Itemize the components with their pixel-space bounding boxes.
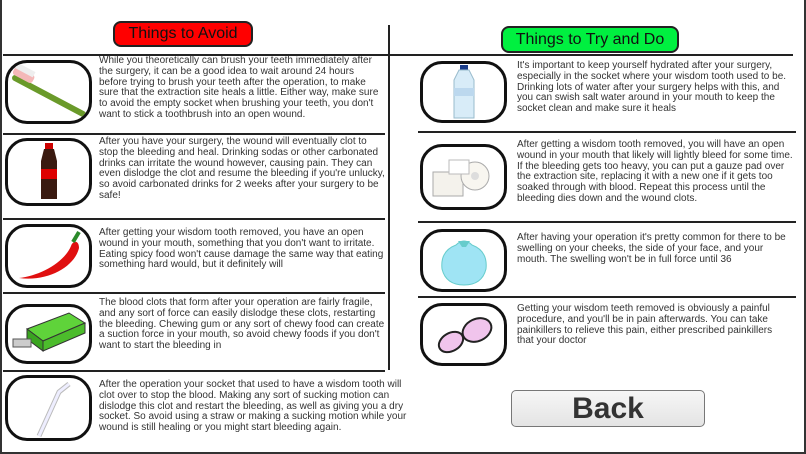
- water-bottle-icon: [420, 61, 507, 123]
- chili-pepper-icon: [5, 224, 92, 288]
- gauze-icon: [420, 144, 507, 210]
- pills-icon: [420, 303, 507, 366]
- avoid-item-text: After you have your surgery, the wound will eventually clot to stop the bleeding and heal. Drinking sodas or other carbonated drinks can irritate the wound however, causing pain. They can even dislodge the clot and resume the bleeding if you're unlucky, so avoid carbonated drinks for 2 weeks after your surgery to be safe!: [99, 136, 385, 201]
- row-divider: [418, 221, 796, 223]
- try-item-text: After getting a wisdom tooth removed, you will have an open wound in your mouth that likely will lightly bleed for some time. If the bleeding gets too heavy, you can put a gauze pad over the extraction site, replacing it with a new one if it gets too soaked through with blood. Repeat this process until the bleeding dies down and the wound clots.: [517, 139, 793, 204]
- soda-bottle-icon: [5, 138, 92, 206]
- row-divider: [3, 218, 385, 220]
- row-divider: [418, 296, 796, 298]
- row-divider: [418, 131, 796, 133]
- ice-pack-icon: [420, 229, 507, 292]
- try-item-text: Getting your wisdom teeth removed is obviously a painful procedure, and you'll be in pain afterwards. You can take painkillers to relieve this pain, either prescribed painkillers that your doctor: [517, 303, 773, 347]
- try-title: Things to Try and Do: [501, 26, 679, 53]
- column-divider: [388, 25, 390, 370]
- avoid-item-text: After getting your wisdom tooth removed, you have an open wound in your mouth, something that you don't want to irritate. Eating spicy food won't cause damage the same way that eating something hard would, but it definitely will: [99, 227, 384, 271]
- row-divider: [3, 292, 385, 294]
- avoid-title: Things to Avoid: [113, 21, 253, 47]
- row-divider: [3, 133, 385, 135]
- try-item-text: It's important to keep yourself hydrated after your surgery, especially in the socket where your wisdom tooth used to be. Drinking lots of water after your surgery helps with this, and you can swish salt water around in your mouth to keep the socket clean and make sure it heals: [517, 60, 787, 115]
- back-button[interactable]: Back: [511, 390, 705, 427]
- avoid-item-text: The blood clots that form after your operation are fairly fragile, and any sort of force can easily dislodge these clots, restarting the bleeding. Chewing gum or any sort of chewy food can create a suction force in your mouth, so avoid chewy foods if you don't want to start the bleeding in: [99, 297, 385, 352]
- avoid-item-text: After the operation your socket that used to have a wisdom tooth will clot over to stop the blood. Making any sort of sucking motion can dislodge this clot and restart the bleeding, as well as giving you a dry socket. So avoid using a straw or making a sucking motion while your wound is still healing or you might start bleeding again.: [99, 379, 407, 434]
- row-divider: [3, 370, 385, 372]
- try-item-text: After having your operation it's pretty common for there to be swelling on your cheeks, the side of your face, and your mouth. The swelling won't be in full force until 36: [517, 232, 786, 265]
- straw-icon: [5, 375, 92, 441]
- avoid-item-text: While you theoretically can brush your teeth immediately after the surgery, it can be a good idea to wait around 24 hours before trying to brush your teeth after the operation, to make sure that the extraction site heals a little. Either way, make sure to avoid the empty socket when brushing your teeth, you don't want to stick a toothbrush into an open wound.: [99, 55, 379, 120]
- toothbrush-icon: [5, 60, 92, 124]
- chewing-gum-icon: [5, 304, 92, 364]
